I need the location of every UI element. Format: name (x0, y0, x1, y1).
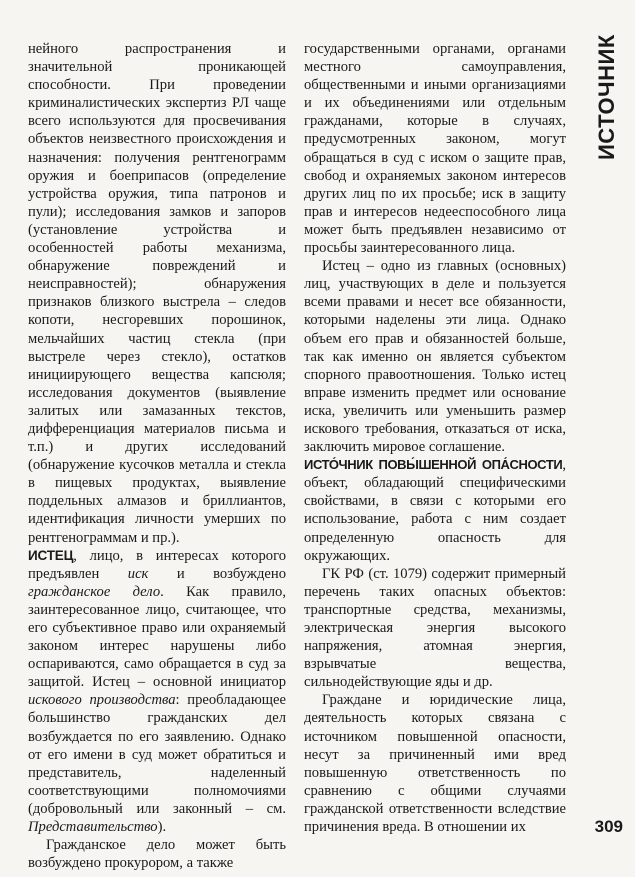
cross-reference: гражданское дело (28, 583, 161, 600)
entry-text: , объект, обладающий специфическими свойствами, в связи с которыми его использование, работа с ним создает определенную опасность для окружающих. (304, 457, 566, 564)
paragraph: ГК РФ (ст. 1079) содержит примерный перечень таких опасных объектов: транспортные средства, механизмы, электрическая энергия высокого напряжения, атомная энергия, взрывчатые вещества, сильнодействующие яды и др. (304, 565, 566, 691)
entry-text: , лицо, в интересах которого предъявлен (28, 547, 286, 582)
paragraph: нейного распространения и значительной проникающей способности. При проведении криминалистических экспертиз РЛ чаще всего используются для просвечивания объектов неизвестного происхождения и назначения: получения рентгенограмм оружия и боеприпасов (определение устройства оружия, типа патронов и пули); исследования замков и запоров (установление устройства и особенностей работы механизма, обнаружение повреждений и неисправностей); обнаружения признаков близкого выстрела – следов копоти, несгоревших порошинок, мельчайших частиц стекла (при выстреле через стекло), остатков инициирующего вещества капсюля; исследования документов (выявление залитых или замазанных текстов, дифференциация материалов письма и т.п.) и других исследований (обнаружение кусочков металла и стекла в пищевых продуктах, выявление поддельных алмазов и бриллиантов, идентификация личности умерших по рентгенограммам и пр.). (28, 41, 286, 546)
cross-reference: иск (127, 565, 149, 582)
cross-reference: искового производства (28, 692, 176, 709)
paragraph: Гражданское дело может быть возбуждено прокурором, а также (28, 837, 286, 872)
page-number: 309 (594, 817, 623, 836)
paragraph: Истец – одно из главных (основных) лиц, участвующих в деле и пользуется всеми правами и несет все обязанности, которыми наделены эти лица. Однако объем его прав и обязанностей больше, так как именно он является субъектом спорного правоотношения. Только истец вправе изменить предмет или основание иска, увеличить или уменьшить размер искового требования, отказаться от иска, заключить мировое соглашение. (304, 258, 566, 456)
entry-text: : преобладающее большинство гражданских дел возбуждается по его заявлению. Однако от его имени в суд может обратиться и представитель, наделенный соответствующими полномочиями (добровольный или законный – см. (28, 692, 287, 817)
entry-term: ИСТЕЦ (28, 547, 74, 563)
entry-istets (28, 547, 286, 837)
entry-term: ИСТО́ЧНИК ПОВЫ́ШЕННОЙ ОПА́СНОСТИ (304, 457, 563, 473)
paragraph: Граждане и юридические лица, деятельность которых связана с источником повышенной опасности, несут за причиненный ими вред повышенную ответственность по сравнению с общими случаями гражданской ответственности вследствие причинения вреда. В отношении их (304, 692, 566, 836)
entry-text: и возбуждено (148, 565, 286, 582)
paragraph: государственными органами, органами местного самоуправления, общественными и иными организациями и их объединениями или отдельным гражданами, которые в случаях, предусмотренных законом, могут обращаться в суд с иском о защите прав, свобод и охраняемых законом интересов других лиц по их просьбе; иск в защиту прав и интересов недееспособного лица может быть предъявлен независимо от просьбы заинтересованного лица. (304, 41, 566, 257)
right-column (304, 40, 566, 836)
entry-text: . Как правило, заинтересованное лицо, считающее, что его субъективное право или охраняемый законом интерес нарушены либо оспариваются, само обращается в суд за защитой. Истец – основной инициатор (28, 583, 286, 691)
left-column (28, 40, 286, 872)
entry-text: ). (157, 819, 167, 836)
entry-istochnik (304, 456, 566, 565)
running-head: ИСТОЧНИК (594, 34, 619, 160)
cross-reference: Представительство (28, 819, 158, 836)
